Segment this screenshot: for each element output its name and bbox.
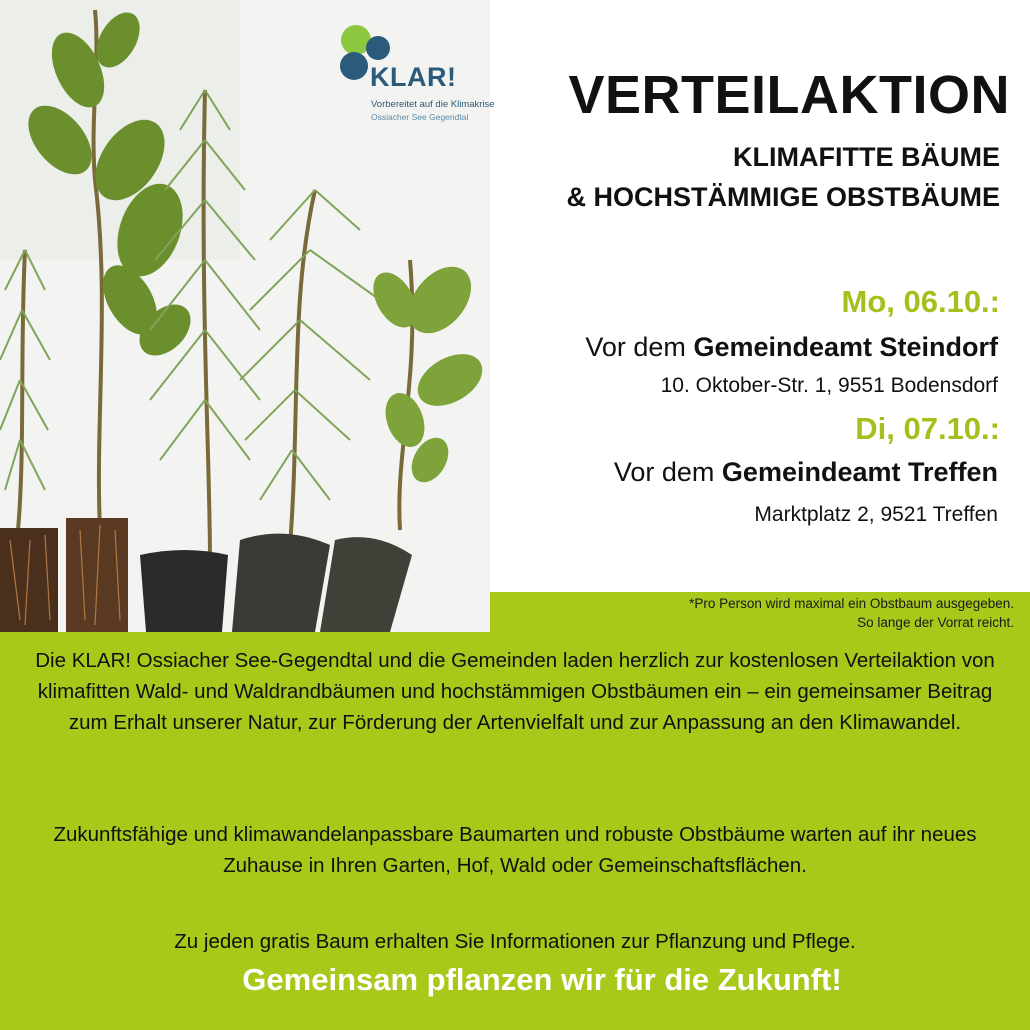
klar-logo-name: KLAR! (370, 62, 457, 92)
event-1-address: 10. Oktober-Str. 1, 9551 Bodensdorf (660, 374, 998, 397)
klar-logo-region: Ossiacher See Gegendtal (371, 112, 469, 122)
note-limit: *Pro Person wird maximal ein Obstbaum ausgegeben. (689, 596, 1014, 611)
event-2-location-prefix: Vor dem (613, 457, 722, 487)
event-1-day: Mo, 06.10.: (841, 284, 1000, 319)
subtitle-climate-trees: KLIMAFITTE BÄUME (733, 142, 1000, 172)
event-1-location-prefix: Vor dem (585, 332, 694, 362)
page-title: VERTEILAKTION (568, 65, 1010, 125)
event-1-location-name: Gemeindeamt Steindorf (693, 332, 998, 362)
event-2-address: Marktplatz 2, 9521 Treffen (754, 503, 998, 526)
body-paragraph-invitation: Die KLAR! Ossiacher See-Gegendtal und die Gemeinden laden herzlich zur kostenlosen Verteilaktion von klimafitten Wald- und Waldrandbäumen und hochstämmigen Obstbäumen ein – ein gemeinsamer Beitrag zum Erhalt unserer Natur, zur Förderung der Artenvielfalt und zur Anpassung an den Klimawandel. (35, 649, 995, 734)
klar-logo-tagline: Vorbereitet auf die Klimakrise (371, 99, 495, 110)
slogan: Gemeinsam pflanzen wir für die Zukunft! (242, 962, 842, 997)
event-2-day: Di, 07.10.: (855, 411, 1000, 446)
event-1-location (585, 332, 998, 363)
note-supply: So lange der Vorrat reicht. (857, 615, 1014, 630)
body-paragraph-trees: Zukunftsfähige und klimawandelanpassbare Baumarten und robuste Obstbäume warten auf ihr neues Zuhause in Ihren Garten, Hof, Wald oder Gemeinschaftsflächen. (53, 823, 977, 877)
body-paragraph-info: Zu jeden gratis Baum erhalten Sie Informationen zur Pflanzung und Pflege. (174, 930, 856, 953)
event-2-location (614, 457, 998, 488)
subtitle-fruit-trees: & HOCHSTÄMMIGE OBSTBÄUME (566, 182, 1000, 212)
event-2-location-name: Gemeindeamt Treffen (721, 457, 998, 487)
